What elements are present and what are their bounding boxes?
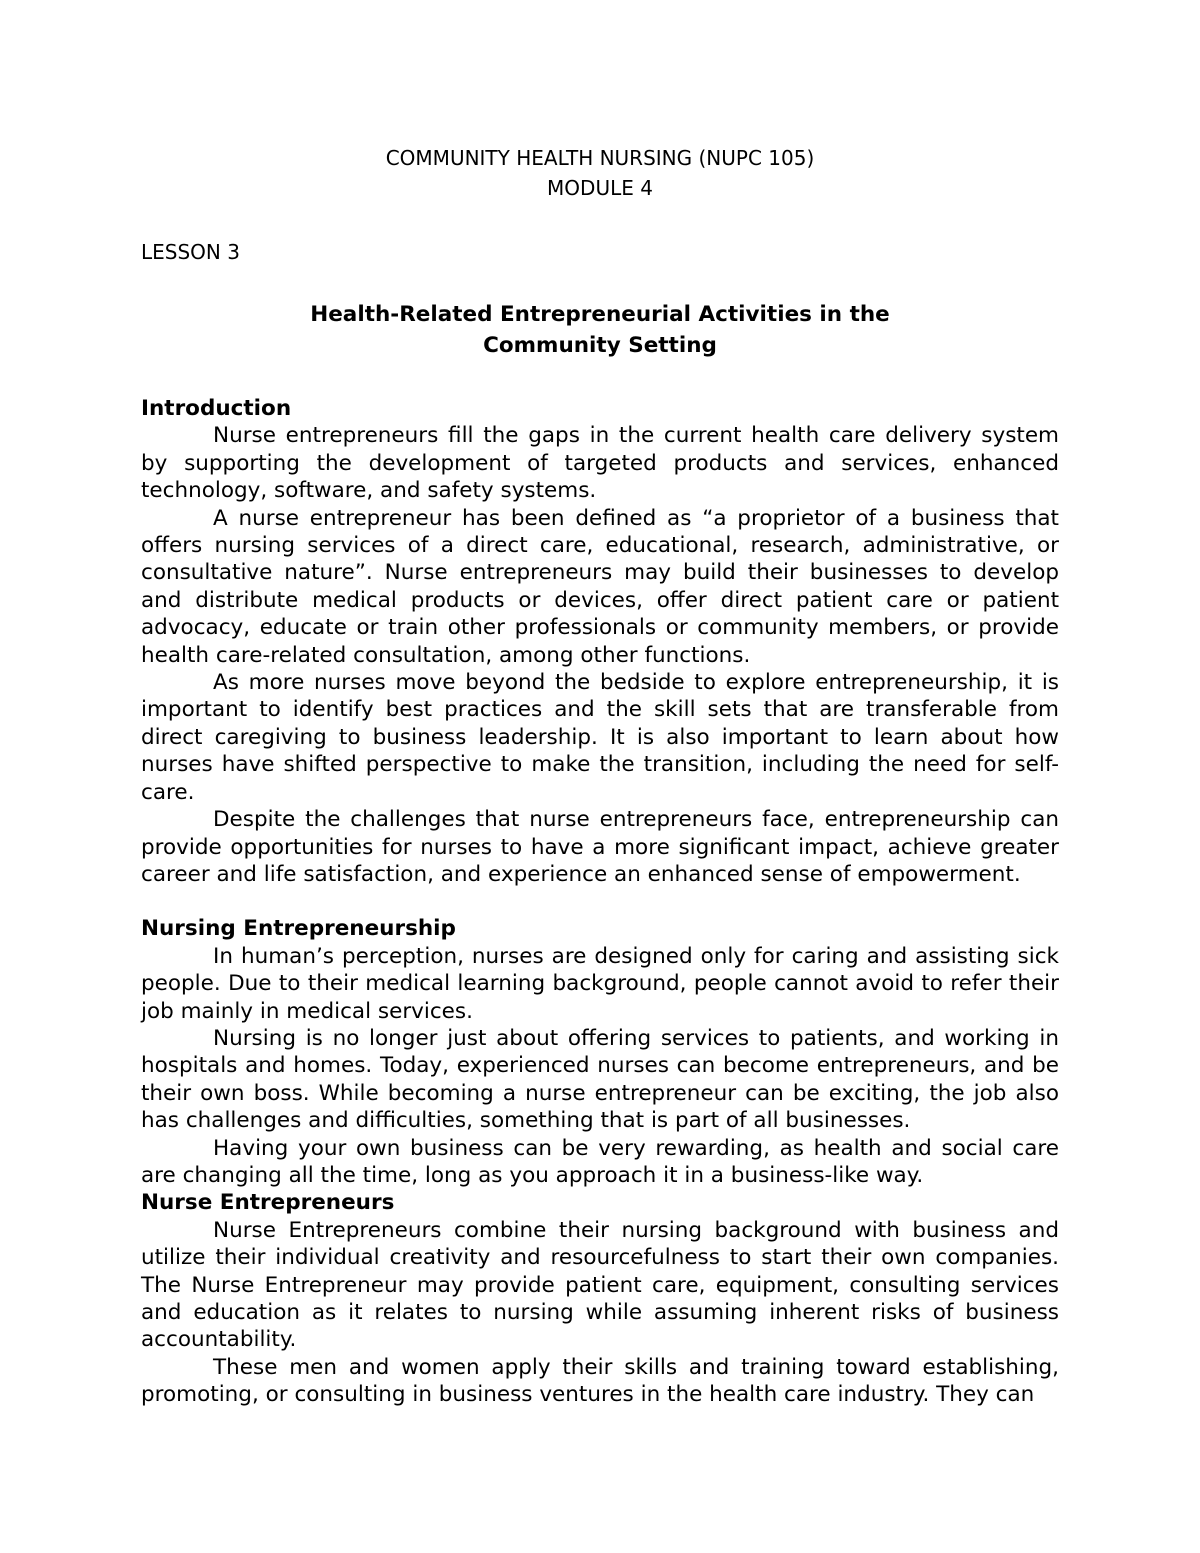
section-nurse-entrepreneurs	[141, 1189, 1059, 1408]
paragraph: Having your own business can be very rewarding, as health and social care are changing all the time, long as you approach it in a business-like way.	[141, 1135, 1059, 1188]
paragraph: These men and women apply their skills and training toward establishing, promoting, or consulting in business ventures in the health care industry. They can	[141, 1354, 1059, 1408]
paragraph: A nurse entrepreneur has been defined as “a proprietor of a business that offers nursing services of a direct care, educational, research, administrative, or consultative nature”. Nurse entrepreneurs may build their businesses to develop and distribute medical products or devices, offer direct patient care or patient advocacy, educate or train other professionals or community members, or provide health care-related consultation, among other functions.	[141, 505, 1059, 668]
paragraph: Nurse entrepreneurs fill the gaps in the current health care delivery system by supporting the development of targeted products and services, enhanced technology, software, and safety systems.	[141, 423, 1059, 504]
lesson-title-line-1: Health-Related Entrepreneurial Activities in the	[310, 302, 890, 327]
lesson-title-line-2: Community Setting	[483, 333, 717, 358]
section-heading: Nurse Entrepreneurs	[141, 1190, 395, 1216]
lesson-label: LESSON 3	[141, 240, 240, 264]
paragraph: Nurse Entrepreneurs combine their nursing background with business and utilize their individual creativity and resourcefulness to start their own companies. The Nurse Entrepreneur may provide patient care, equipment, consulting services and education as it relates to nursing while assuming inherent risks of business accountability.	[141, 1217, 1059, 1353]
section-heading: Nursing Entrepreneurship	[141, 916, 456, 942]
section-nursing-entrepreneurship	[141, 915, 1059, 1189]
paragraph: Nursing is no longer just about offering services to patients, and working in hospitals and homes. Today, experienced nurses can become entrepreneurs, and be their own boss. While becoming a nurse entrepreneur can be exciting, the job also has challenges and difficulties, something that is part of all businesses.	[141, 1025, 1059, 1134]
lesson-title	[141, 299, 1059, 361]
course-title: COMMUNITY HEALTH NURSING (NUPC 105)	[385, 146, 815, 170]
paragraph: As more nurses move beyond the bedside to explore entrepreneurship, it is important to identify best practices and the skill sets that are transferable from direct caregiving to business leadership. It is also important to learn about how nurses have shifted perspective to make the transition, including the need for self-care.	[141, 670, 1059, 805]
section-heading: Introduction	[141, 396, 292, 421]
section-introduction	[141, 395, 1059, 888]
paragraph: Despite the challenges that nurse entrepreneurs face, entrepreneurship can provide opportunities for nurses to have a more significant impact, achieve greater career and life satisfaction, and experience an enhanced sense of empowerment.	[141, 807, 1059, 887]
document-page	[141, 143, 1059, 1409]
paragraph: In human’s perception, nurses are designed only for caring and assisting sick people. Due to their medical learning background, people cannot avoid to refer their job mainly in medical services.	[141, 943, 1059, 1024]
module-label: MODULE 4	[547, 176, 653, 200]
